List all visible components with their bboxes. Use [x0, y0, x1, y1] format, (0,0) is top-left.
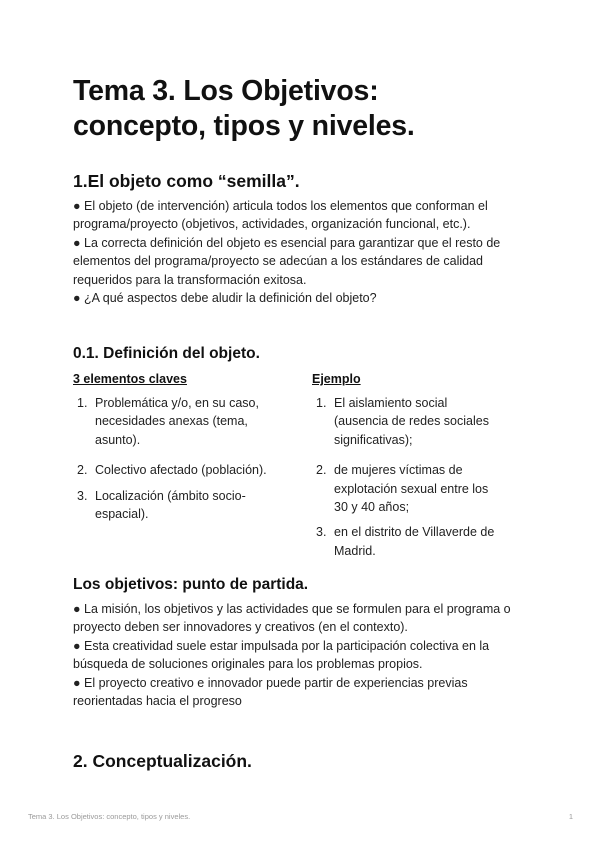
list-item-line: de mujeres víctimas de [334, 463, 463, 478]
list-item [312, 523, 532, 560]
list-number: 3. [316, 525, 327, 540]
list-number: 2. [316, 463, 327, 478]
paragraph-line: requeridos para la transformación exitosa. [73, 272, 307, 287]
section-objetivos-partida-body [73, 600, 533, 710]
list-item [312, 461, 532, 516]
list-item-line: explotación sexual entre los [334, 481, 489, 496]
list-item [312, 394, 532, 449]
section-heading-objeto-semilla: 1.El objeto como “semilla”. [73, 171, 300, 191]
list-item-line: espacial). [95, 507, 149, 522]
list-item-line: necesidades anexas (tema, [95, 414, 248, 429]
list-number: 2. [77, 463, 88, 478]
list-item-line: en el distrito de Villaverde de [334, 525, 495, 540]
paragraph-line: ● La correcta definición del objeto es esencial para garantizar que el resto de [73, 235, 501, 250]
paragraph-line: ● La misión, los objetivos y las actividades que se formulen para el programa o [73, 602, 511, 616]
paragraph-line: búsqueda de soluciones originales para los problemas propios. [73, 657, 423, 672]
list-item-line: significativas); [334, 432, 413, 447]
paragraph-line: ● Esta creatividad suele estar impulsada por la participación colectiva en la [73, 638, 490, 653]
list-item-line: El aislamiento social [334, 396, 448, 410]
paragraph-line: proyecto deben ser innovadores y creativos (en el contexto). [73, 620, 408, 635]
list-item-line: asunto). [95, 432, 141, 447]
elements-list [73, 394, 288, 523]
paragraph-line: programa/proyecto (objetivos, actividades, organización funcional, etc.). [73, 217, 471, 232]
list-number: 3. [77, 488, 88, 503]
list-item [73, 394, 288, 449]
list-item [73, 487, 288, 524]
column-header-ejemplo: Ejemplo [312, 372, 361, 386]
example-list [312, 394, 532, 560]
list-item-line: Problemática y/o, en su caso, [95, 396, 259, 410]
list-item-line: Colectivo afectado (población). [95, 463, 267, 478]
section-heading-definicion-objeto: 0.1. Definición del objeto. [73, 345, 260, 362]
paragraph-line: ● El objeto (de intervención) articula todos los elementos que conforman el [73, 199, 488, 213]
list-item [73, 461, 288, 479]
list-item-line: (ausencia de redes sociales [334, 414, 489, 429]
list-number: 1. [77, 396, 88, 410]
section-heading-conceptualizacion: 2. Conceptualización. [73, 751, 252, 771]
column-header-elementos: 3 elementos claves [73, 372, 187, 386]
paragraph-line: reorientadas hacia el progreso [73, 694, 242, 709]
page-number: 1 [568, 812, 573, 821]
paragraph-line: ● El proyecto creativo e innovador puede partir de experiencias previas [73, 675, 468, 690]
title-line: Tema 3. Los Objetivos: [73, 75, 379, 107]
list-item-line: Localización (ámbito socio- [95, 488, 246, 503]
list-item-line: Madrid. [334, 543, 376, 558]
paragraph-line: ● ¿A qué aspectos debe aludir la definición del objeto? [73, 291, 377, 306]
footer-title: Tema 3. Los Objetivos: concepto, tipos y niveles. [28, 812, 191, 821]
paragraph-line: elementos del programa/proyecto se adecúan a los estándares de calidad [73, 254, 483, 269]
section-objeto-semilla-body [73, 197, 533, 307]
list-item-line: 30 y 40 años; [334, 500, 410, 515]
title-line: concepto, tipos y niveles. [73, 110, 415, 142]
section-heading-objetivos-partida: Los objetivos: punto de partida. [73, 576, 309, 593]
page-footer [28, 812, 573, 822]
list-number: 1. [316, 396, 327, 410]
page-title [73, 74, 543, 144]
